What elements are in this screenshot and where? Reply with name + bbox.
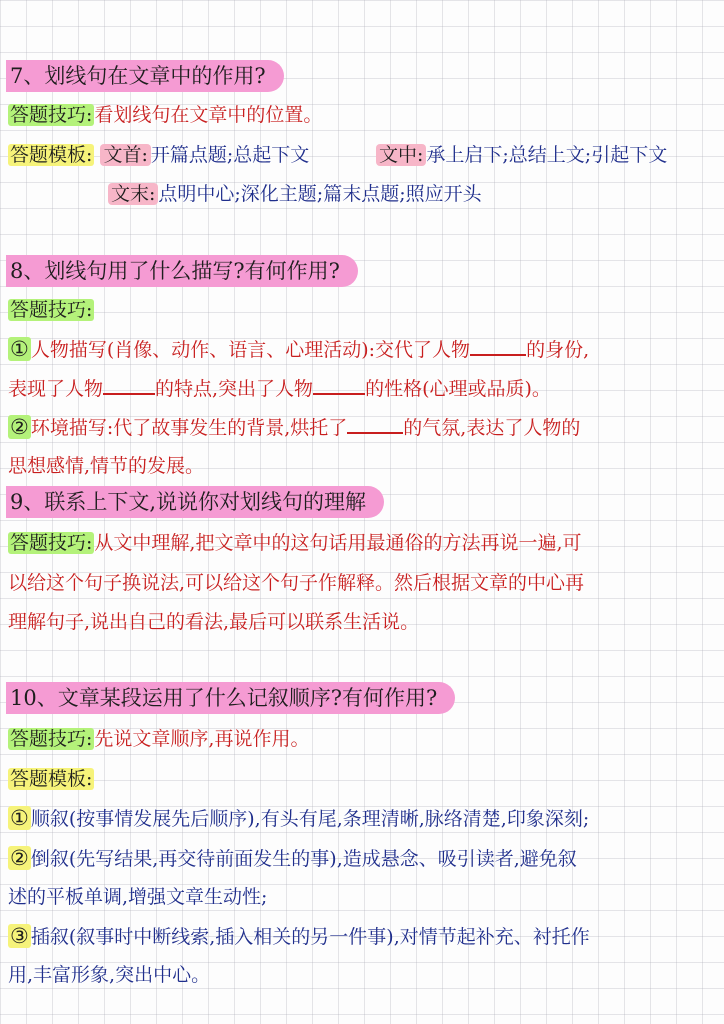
p1-text-c: 表现了人物 xyxy=(8,378,104,400)
section-7-template xyxy=(8,142,309,168)
s9-text-3: 理解句子,说出自己的看法,最后可以联系生活说。 xyxy=(8,611,420,633)
skill-label: 答题技巧: xyxy=(10,104,93,126)
item2-text: 倒叙(先写结果,再交待前面发生的事),造成悬念、吸引读者,避免叙 xyxy=(30,848,577,870)
circled-three: ③ xyxy=(10,924,29,948)
beginning-label: 文首: xyxy=(100,144,150,166)
end-label: 文末: xyxy=(108,183,158,205)
item3-text: 插叙(叙事时中断线索,插入相关的另一件事),对情节起补充、衬托作 xyxy=(30,926,590,948)
section-8-p1-line2 xyxy=(8,375,551,402)
fill-blank xyxy=(313,375,365,395)
middle-label: 文中: xyxy=(376,144,426,166)
beginning-text: 开篇点题;总起下文 xyxy=(150,144,310,166)
item1-text: 顺叙(按事情发展先后顺序),有头有尾,条理清晰,脉络清楚,印象深刻; xyxy=(30,808,590,830)
item3-text-2: 用,丰富形象,突出中心。 xyxy=(8,964,211,986)
section-8-p2-line1 xyxy=(8,414,580,441)
fill-blank xyxy=(103,375,155,395)
p2-text: 环境描写:代了故事发生的背景,烘托了 xyxy=(30,417,348,439)
section-8-skill xyxy=(8,297,94,323)
section-8-p1-line1 xyxy=(8,336,589,363)
template-label: 答题模板: xyxy=(10,768,93,790)
circled-one: ① xyxy=(10,806,29,830)
p2-text-b: 的气氛,表达了人物的 xyxy=(403,417,581,439)
skill-label: 答题技巧: xyxy=(10,299,93,321)
p1-text: 人物描写(肖像、动作、语言、心理活动):交代了人物 xyxy=(30,339,471,361)
s9-text-2: 以给这个句子换说法,可以给这个句子作解释。然后根据文章的中心再 xyxy=(8,572,585,594)
fill-blank xyxy=(347,414,403,434)
section-9-title: 9、联系上下文,说说你对划线句的理解 xyxy=(6,486,384,518)
template-label: 答题模板: xyxy=(10,144,93,166)
circled-two: ② xyxy=(10,846,29,870)
end-text: 点明中心;深化主题;篇末点题;照应开头 xyxy=(158,183,482,205)
circled-one: ① xyxy=(10,337,29,361)
section-9-line1 xyxy=(8,530,582,556)
section-10-title: 10、文章某段运用了什么记叙顺序?有何作用? xyxy=(6,682,455,714)
section-7-skill xyxy=(8,102,322,128)
p2-text-c: 思想感情,情节的发展。 xyxy=(8,455,205,477)
middle-text: 承上启下;总结上文;引起下文 xyxy=(426,144,668,166)
section-7-end xyxy=(108,181,482,207)
section-10-item1 xyxy=(8,805,589,832)
section-7-title: 7、划线句在文章中的作用? xyxy=(6,60,284,92)
section-10-item3-cont xyxy=(8,962,210,988)
section-8-title: 8、划线句用了什么描写?有何作用? xyxy=(6,255,358,287)
section-10-skill xyxy=(8,726,309,752)
section-10-item2-cont xyxy=(8,884,267,910)
item2-text-2: 述的平板单调,增强文章生动性; xyxy=(8,886,268,908)
p1-text-d: 的特点,突出了人物 xyxy=(155,378,314,400)
skill-label: 答题技巧: xyxy=(10,532,93,554)
section-8-p2-line2 xyxy=(8,453,204,479)
section-9-line3 xyxy=(8,609,419,635)
circled-two: ② xyxy=(10,415,29,439)
section-10-item2 xyxy=(8,845,577,872)
fill-blank xyxy=(470,336,526,356)
section-7-middle xyxy=(376,142,667,168)
skill-text: 看划线句在文章中的位置。 xyxy=(94,104,323,126)
section-10-item3 xyxy=(8,923,590,950)
p1-text-e: 的性格(心理或品质)。 xyxy=(365,378,551,400)
skill-label: 答题技巧: xyxy=(10,728,93,750)
section-9-line2 xyxy=(8,570,584,596)
p1-text-b: 的身份, xyxy=(526,339,590,361)
section-10-template xyxy=(8,766,94,792)
s9-text-1: 从文中理解,把文章中的这句话用最通俗的方法再说一遍,可 xyxy=(94,532,582,554)
skill-text: 先说文章顺序,再说作用。 xyxy=(94,728,310,750)
